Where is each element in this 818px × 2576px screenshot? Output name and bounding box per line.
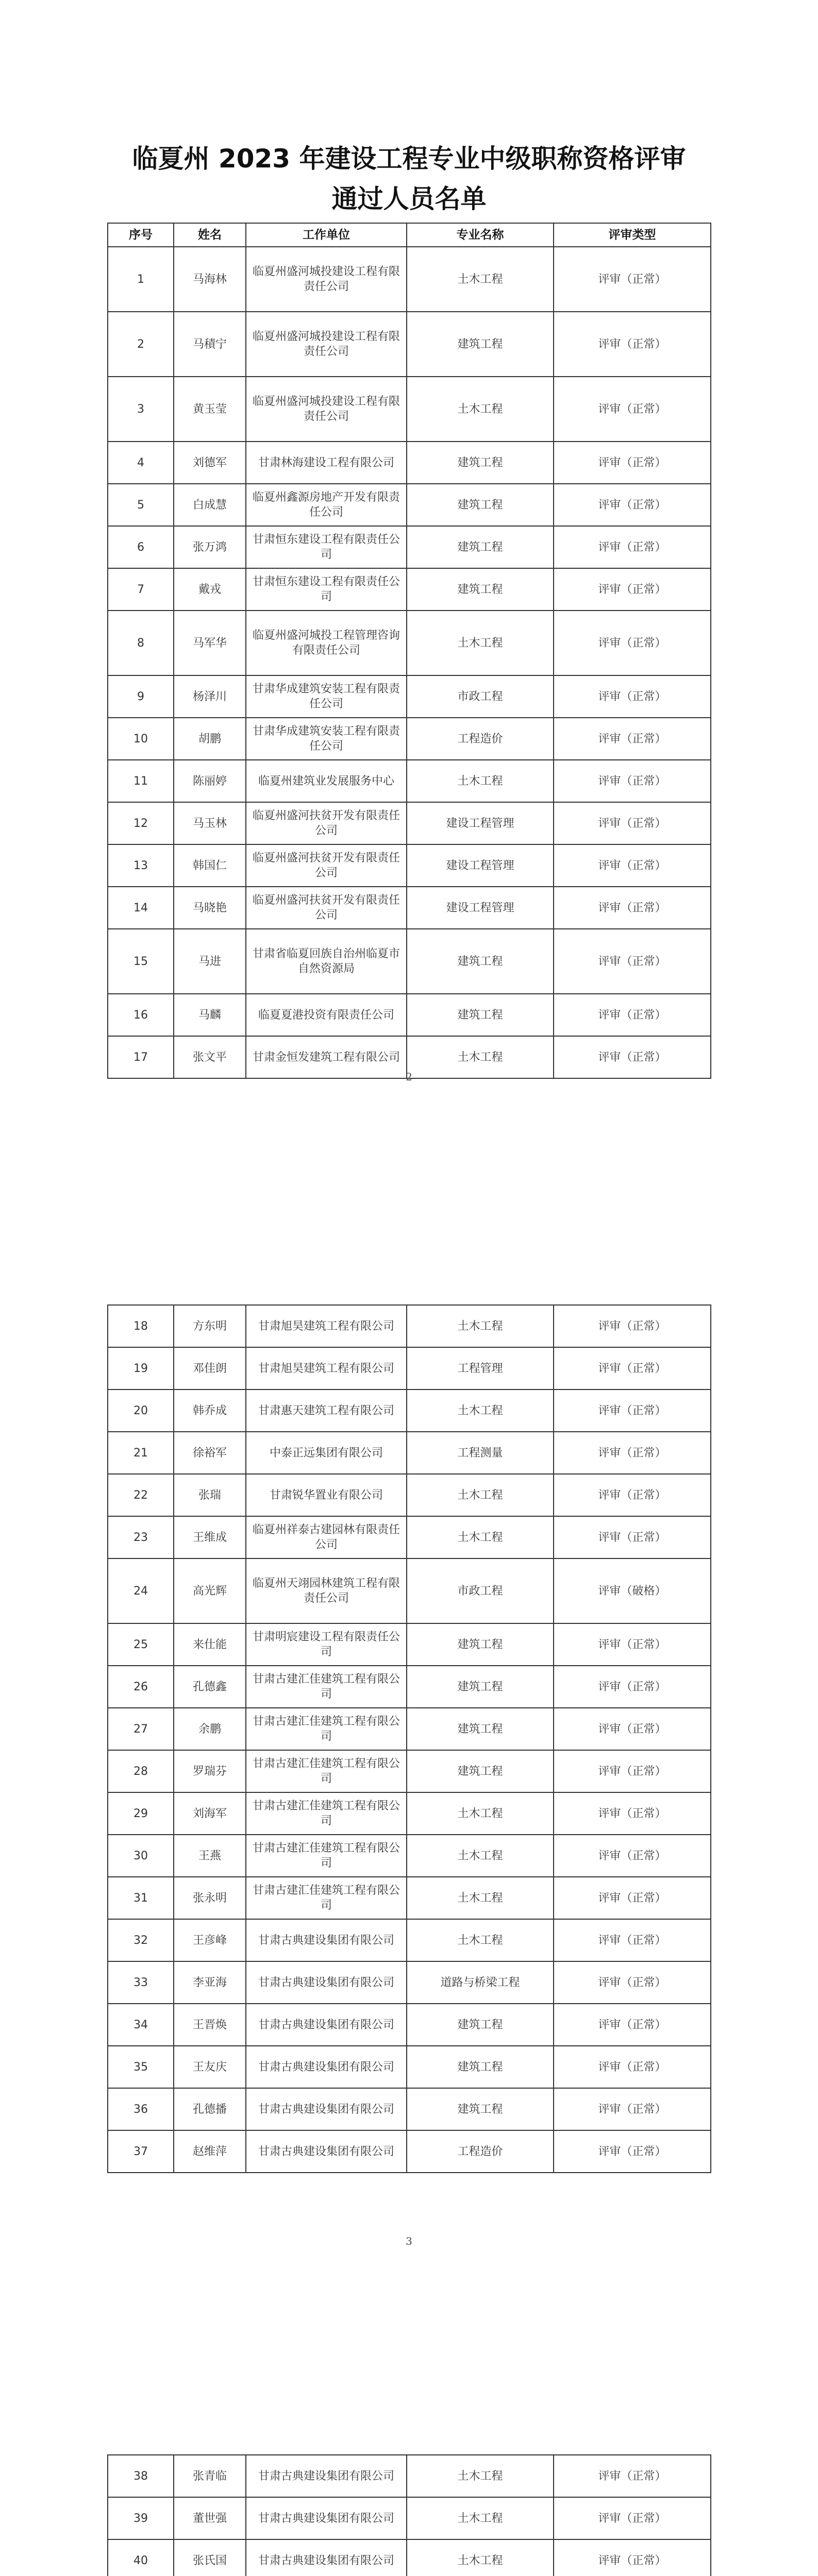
- person-name: 刘海军: [174, 1792, 246, 1835]
- row-index: 10: [108, 718, 174, 760]
- specialty: 土木工程: [407, 1919, 554, 1961]
- review-type: 评审（正常）: [554, 568, 711, 611]
- specialty: 市政工程: [407, 675, 554, 718]
- specialty: 工程测量: [407, 1432, 554, 1474]
- row-index: 33: [108, 1961, 174, 2004]
- person-name: 陈丽婷: [174, 760, 246, 802]
- review-type: 评审（正常）: [554, 1432, 711, 1474]
- row-index: 31: [108, 1877, 174, 1919]
- table-row: [108, 2455, 711, 2497]
- specialty: 市政工程: [407, 1558, 554, 1623]
- employer: 临夏州鑫源房地产开发有限责任公司: [246, 484, 407, 526]
- table-row: [108, 994, 711, 1036]
- review-type: 评审（正常）: [554, 1877, 711, 1919]
- person-name: 徐裕军: [174, 1432, 246, 1474]
- employer: 甘肃省临夏回族自治州临夏市自然资源局: [246, 929, 407, 994]
- table-row: [108, 1708, 711, 1750]
- employer: 甘肃古典建设集团有限公司: [246, 2004, 407, 2046]
- row-index: 37: [108, 2130, 174, 2173]
- employer: 甘肃古建汇佳建筑工程有限公司: [246, 1750, 407, 1792]
- table-row: [108, 1474, 711, 1516]
- person-name: 张青临: [174, 2455, 246, 2497]
- row-index: 24: [108, 1558, 174, 1623]
- person-name: 韩乔成: [174, 1389, 246, 1432]
- employer: 甘肃古建汇佳建筑工程有限公司: [246, 1708, 407, 1750]
- employer: 甘肃古典建设集团有限公司: [246, 2455, 407, 2497]
- row-index: 1: [108, 247, 174, 312]
- review-type: 评审（正常）: [554, 1792, 711, 1835]
- review-type: 评审（正常）: [554, 2088, 711, 2130]
- specialty: 工程造价: [407, 718, 554, 760]
- review-type: 评审（正常）: [554, 2046, 711, 2088]
- specialty: 土木工程: [407, 760, 554, 802]
- employer: 甘肃恒东建设工程有限责任公司: [246, 526, 407, 568]
- table-row: [108, 377, 711, 442]
- person-name: 孔德播: [174, 2088, 246, 2130]
- review-type: 评审（正常）: [554, 2497, 711, 2539]
- employer: 甘肃古建汇佳建筑工程有限公司: [246, 1666, 407, 1708]
- table-row: [108, 929, 711, 994]
- row-index: 4: [108, 442, 174, 484]
- employer: 甘肃古典建设集团有限公司: [246, 2088, 407, 2130]
- employer: 甘肃林海建设工程有限公司: [246, 442, 407, 484]
- review-type: 评审（正常）: [554, 718, 711, 760]
- roster-table-page-3: [107, 1304, 711, 2173]
- review-type: 评审（正常）: [554, 1305, 711, 1347]
- employer: 临夏州盛河城投建设工程有限责任公司: [246, 312, 407, 377]
- row-index: 16: [108, 994, 174, 1036]
- person-name: 韩国仁: [174, 844, 246, 887]
- page-title-line1: 临夏州 2023 年建设工程专业中级职称资格评审: [132, 144, 686, 174]
- person-name: 马海林: [174, 247, 246, 312]
- specialty: 建筑工程: [407, 929, 554, 994]
- page-title-line2: 通过人员名单: [331, 184, 487, 214]
- specialty: 土木工程: [407, 2497, 554, 2539]
- table-row: [108, 442, 711, 484]
- specialty: 建筑工程: [407, 484, 554, 526]
- row-index: 14: [108, 887, 174, 929]
- review-type: 评审（正常）: [554, 2004, 711, 2046]
- table-row: [108, 2130, 711, 2173]
- roster-table-page-4: [107, 2454, 711, 2576]
- roster-body: [108, 247, 711, 1078]
- employer: 甘肃古建汇佳建筑工程有限公司: [246, 1877, 407, 1919]
- row-index: 38: [108, 2455, 174, 2497]
- table-row: [108, 568, 711, 611]
- specialty: 土木工程: [407, 1474, 554, 1516]
- person-name: 余鹏: [174, 1708, 246, 1750]
- table-row: [108, 844, 711, 887]
- employer: 临夏州盛河城投建设工程有限责任公司: [246, 377, 407, 442]
- person-name: 马玉林: [174, 802, 246, 844]
- table-row: [108, 526, 711, 568]
- table-row: [108, 1961, 711, 2004]
- employer: 临夏州盛河城投工程管理咨询有限责任公司: [246, 611, 407, 675]
- employer: 临夏州盛河扶贫开发有限责任公司: [246, 844, 407, 887]
- table-row: [108, 1389, 711, 1432]
- employer: 甘肃明宸建设工程有限责任公司: [246, 1623, 407, 1666]
- row-index: 3: [108, 377, 174, 442]
- specialty: 土木工程: [407, 377, 554, 442]
- specialty: 土木工程: [407, 1792, 554, 1835]
- table-row: [108, 484, 711, 526]
- employer: 甘肃古典建设集团有限公司: [246, 2497, 407, 2539]
- person-name: 马军华: [174, 611, 246, 675]
- review-type: 评审（正常）: [554, 760, 711, 802]
- table-row: [108, 1623, 711, 1666]
- specialty: 建筑工程: [407, 2004, 554, 2046]
- employer: 临夏州盛河扶贫开发有限责任公司: [246, 887, 407, 929]
- employer: 临夏州祥泰古建园林有限责任公司: [246, 1516, 407, 1558]
- employer: 甘肃华成建筑安装工程有限责任公司: [246, 718, 407, 760]
- review-type: 评审（正常）: [554, 377, 711, 442]
- table-row: [108, 718, 711, 760]
- table-row: [108, 2497, 711, 2539]
- person-name: 杨泽川: [174, 675, 246, 718]
- table-row: [108, 1347, 711, 1389]
- person-name: 王燕: [174, 1835, 246, 1877]
- row-index: 6: [108, 526, 174, 568]
- header-index: 序号: [108, 223, 174, 247]
- row-index: 25: [108, 1623, 174, 1666]
- review-type: 评审（正常）: [554, 1835, 711, 1877]
- employer: 临夏州建筑业发展服务中心: [246, 760, 407, 802]
- review-type: 评审（正常）: [554, 526, 711, 568]
- table-row: [108, 1919, 711, 1961]
- employer: 甘肃恒东建设工程有限责任公司: [246, 568, 407, 611]
- specialty: 土木工程: [407, 1516, 554, 1558]
- table-row: [108, 1792, 711, 1835]
- person-name: 王维成: [174, 1516, 246, 1558]
- person-name: 李亚海: [174, 1961, 246, 2004]
- review-type: 评审（正常）: [554, 611, 711, 675]
- review-type: 评审（正常）: [554, 2539, 711, 2576]
- person-name: 赵维萍: [174, 2130, 246, 2173]
- specialty: 工程造价: [407, 2130, 554, 2173]
- person-name: 王彦峰: [174, 1919, 246, 1961]
- table-row: [108, 887, 711, 929]
- table-row: [108, 247, 711, 312]
- table-row: [108, 1558, 711, 1623]
- person-name: 方东明: [174, 1305, 246, 1347]
- employer: 甘肃古建汇佳建筑工程有限公司: [246, 1792, 407, 1835]
- employer: 临夏州天翊园林建筑工程有限责任公司: [246, 1558, 407, 1623]
- table-row: [108, 1305, 711, 1347]
- person-name: 马積宁: [174, 312, 246, 377]
- review-type: 评审（正常）: [554, 887, 711, 929]
- person-name: 张永明: [174, 1877, 246, 1919]
- employer: 中泰正远集团有限公司: [246, 1432, 407, 1474]
- table-row: [108, 2004, 711, 2046]
- employer: 甘肃旭昊建筑工程有限公司: [246, 1305, 407, 1347]
- roster-body: [108, 2455, 711, 2576]
- specialty: 建筑工程: [407, 1750, 554, 1792]
- row-index: 11: [108, 760, 174, 802]
- row-index: 2: [108, 312, 174, 377]
- person-name: 戴戎: [174, 568, 246, 611]
- specialty: 建筑工程: [407, 2046, 554, 2088]
- specialty: 建筑工程: [407, 1666, 554, 1708]
- specialty: 建筑工程: [407, 442, 554, 484]
- specialty: 建设工程管理: [407, 887, 554, 929]
- review-type: 评审（正常）: [554, 1516, 711, 1558]
- table-row: [108, 1516, 711, 1558]
- employer: 临夏州盛河城投建设工程有限责任公司: [246, 247, 407, 312]
- row-index: 22: [108, 1474, 174, 1516]
- specialty: 建筑工程: [407, 526, 554, 568]
- person-name: 董世强: [174, 2497, 246, 2539]
- page-number: 2: [406, 1071, 412, 1083]
- table-row: [108, 2088, 711, 2130]
- review-type: 评审（正常）: [554, 844, 711, 887]
- person-name: 马麟: [174, 994, 246, 1036]
- review-type: 评审（破格）: [554, 1558, 711, 1623]
- employer: 甘肃惠天建筑工程有限公司: [246, 1389, 407, 1432]
- specialty: 建设工程管理: [407, 844, 554, 887]
- row-index: 13: [108, 844, 174, 887]
- person-name: 张万鸿: [174, 526, 246, 568]
- review-type: 评审（正常）: [554, 484, 711, 526]
- row-index: 27: [108, 1708, 174, 1750]
- person-name: 罗瑞芬: [174, 1750, 246, 1792]
- employer: 甘肃华成建筑安装工程有限责任公司: [246, 675, 407, 718]
- person-name: 胡鹏: [174, 718, 246, 760]
- header-specialty: 专业名称: [407, 223, 554, 247]
- row-index: 7: [108, 568, 174, 611]
- row-index: 20: [108, 1389, 174, 1432]
- row-index: 30: [108, 1835, 174, 1877]
- specialty: 土木工程: [407, 1305, 554, 1347]
- specialty: 建设工程管理: [407, 802, 554, 844]
- review-type: 评审（正常）: [554, 1389, 711, 1432]
- table-row: [108, 1750, 711, 1792]
- review-type: 评审（正常）: [554, 929, 711, 994]
- review-type: 评审（正常）: [554, 442, 711, 484]
- specialty: 建筑工程: [407, 568, 554, 611]
- specialty: 建筑工程: [407, 2088, 554, 2130]
- table-row: [108, 611, 711, 675]
- table-row: [108, 1877, 711, 1919]
- employer: 甘肃古典建设集团有限公司: [246, 2046, 407, 2088]
- row-index: 18: [108, 1305, 174, 1347]
- review-type: 评审（正常）: [554, 1708, 711, 1750]
- person-name: 王晋焕: [174, 2004, 246, 2046]
- row-index: 23: [108, 1516, 174, 1558]
- table-row: [108, 312, 711, 377]
- person-name: 白成慧: [174, 484, 246, 526]
- review-type: 评审（正常）: [554, 2130, 711, 2173]
- specialty: 建筑工程: [407, 312, 554, 377]
- review-type: 评审（正常）: [554, 1666, 711, 1708]
- table-row: [108, 802, 711, 844]
- table-row: [108, 2539, 711, 2576]
- table-row: [108, 1835, 711, 1877]
- employer: 甘肃锐华置业有限公司: [246, 1474, 407, 1516]
- specialty: 土木工程: [407, 247, 554, 312]
- employer: 甘肃古典建设集团有限公司: [246, 2130, 407, 2173]
- person-name: 张文平: [174, 1036, 246, 1078]
- review-type: 评审（正常）: [554, 2455, 711, 2497]
- employer: 甘肃古典建设集团有限公司: [246, 2539, 407, 2576]
- person-name: 孔德鑫: [174, 1666, 246, 1708]
- person-name: 张氏国: [174, 2539, 246, 2576]
- table-row: [108, 760, 711, 802]
- row-index: 9: [108, 675, 174, 718]
- person-name: 王友庆: [174, 2046, 246, 2088]
- person-name: 张瑞: [174, 1474, 246, 1516]
- row-index: 29: [108, 1792, 174, 1835]
- table-header-row: [108, 223, 711, 247]
- specialty: 建筑工程: [407, 1708, 554, 1750]
- row-index: 15: [108, 929, 174, 994]
- person-name: 马进: [174, 929, 246, 994]
- specialty: 土木工程: [407, 1835, 554, 1877]
- header-review-type: 评审类型: [554, 223, 711, 247]
- page-number: 3: [406, 2235, 412, 2247]
- person-name: 高光辉: [174, 1558, 246, 1623]
- person-name: 来仕能: [174, 1623, 246, 1666]
- review-type: 评审（正常）: [554, 1347, 711, 1389]
- specialty: 建筑工程: [407, 1623, 554, 1666]
- row-index: 19: [108, 1347, 174, 1389]
- table-row: [108, 1666, 711, 1708]
- review-type: 评审（正常）: [554, 1036, 711, 1078]
- review-type: 评审（正常）: [554, 1919, 711, 1961]
- review-type: 评审（正常）: [554, 675, 711, 718]
- row-index: 40: [108, 2539, 174, 2576]
- person-name: 马晓艳: [174, 887, 246, 929]
- specialty: 土木工程: [407, 1389, 554, 1432]
- employer: 甘肃古典建设集团有限公司: [246, 1919, 407, 1961]
- row-index: 5: [108, 484, 174, 526]
- review-type: 评审（正常）: [554, 802, 711, 844]
- specialty: 土木工程: [407, 2455, 554, 2497]
- header-employer: 工作单位: [246, 223, 407, 247]
- person-name: 邓佳朗: [174, 1347, 246, 1389]
- employer: 临夏州盛河扶贫开发有限责任公司: [246, 802, 407, 844]
- specialty: 土木工程: [407, 2539, 554, 2576]
- row-index: 35: [108, 2046, 174, 2088]
- specialty: 土木工程: [407, 1036, 554, 1078]
- review-type: 评审（正常）: [554, 1474, 711, 1516]
- roster-table-page-2: [107, 223, 711, 1079]
- review-type: 评审（正常）: [554, 1961, 711, 2004]
- table-row: [108, 675, 711, 718]
- review-type: 评审（正常）: [554, 247, 711, 312]
- specialty: 土木工程: [407, 1877, 554, 1919]
- specialty: 工程管理: [407, 1347, 554, 1389]
- row-index: 28: [108, 1750, 174, 1792]
- table-row: [108, 2046, 711, 2088]
- employer: 甘肃古典建设集团有限公司: [246, 1961, 407, 2004]
- review-type: 评审（正常）: [554, 994, 711, 1036]
- employer: 甘肃金恒发建筑工程有限公司: [246, 1036, 407, 1078]
- row-index: 12: [108, 802, 174, 844]
- specialty: 建筑工程: [407, 994, 554, 1036]
- specialty: 道路与桥梁工程: [407, 1961, 554, 2004]
- row-index: 26: [108, 1666, 174, 1708]
- roster-body: [108, 1305, 711, 2173]
- review-type: 评审（正常）: [554, 1623, 711, 1666]
- row-index: 39: [108, 2497, 174, 2539]
- review-type: 评审（正常）: [554, 312, 711, 377]
- person-name: 刘德军: [174, 442, 246, 484]
- person-name: 黄玉莹: [174, 377, 246, 442]
- row-index: 32: [108, 1919, 174, 1961]
- row-index: 21: [108, 1432, 174, 1474]
- review-type: 评审（正常）: [554, 1750, 711, 1792]
- employer: 甘肃旭昊建筑工程有限公司: [246, 1347, 407, 1389]
- table-row: [108, 1432, 711, 1474]
- row-index: 36: [108, 2088, 174, 2130]
- row-index: 8: [108, 611, 174, 675]
- employer: 临夏夏港投资有限责任公司: [246, 994, 407, 1036]
- specialty: 土木工程: [407, 611, 554, 675]
- header-name: 姓名: [174, 223, 246, 247]
- row-index: 34: [108, 2004, 174, 2046]
- row-index: 17: [108, 1036, 174, 1078]
- employer: 甘肃古建汇佳建筑工程有限公司: [246, 1835, 407, 1877]
